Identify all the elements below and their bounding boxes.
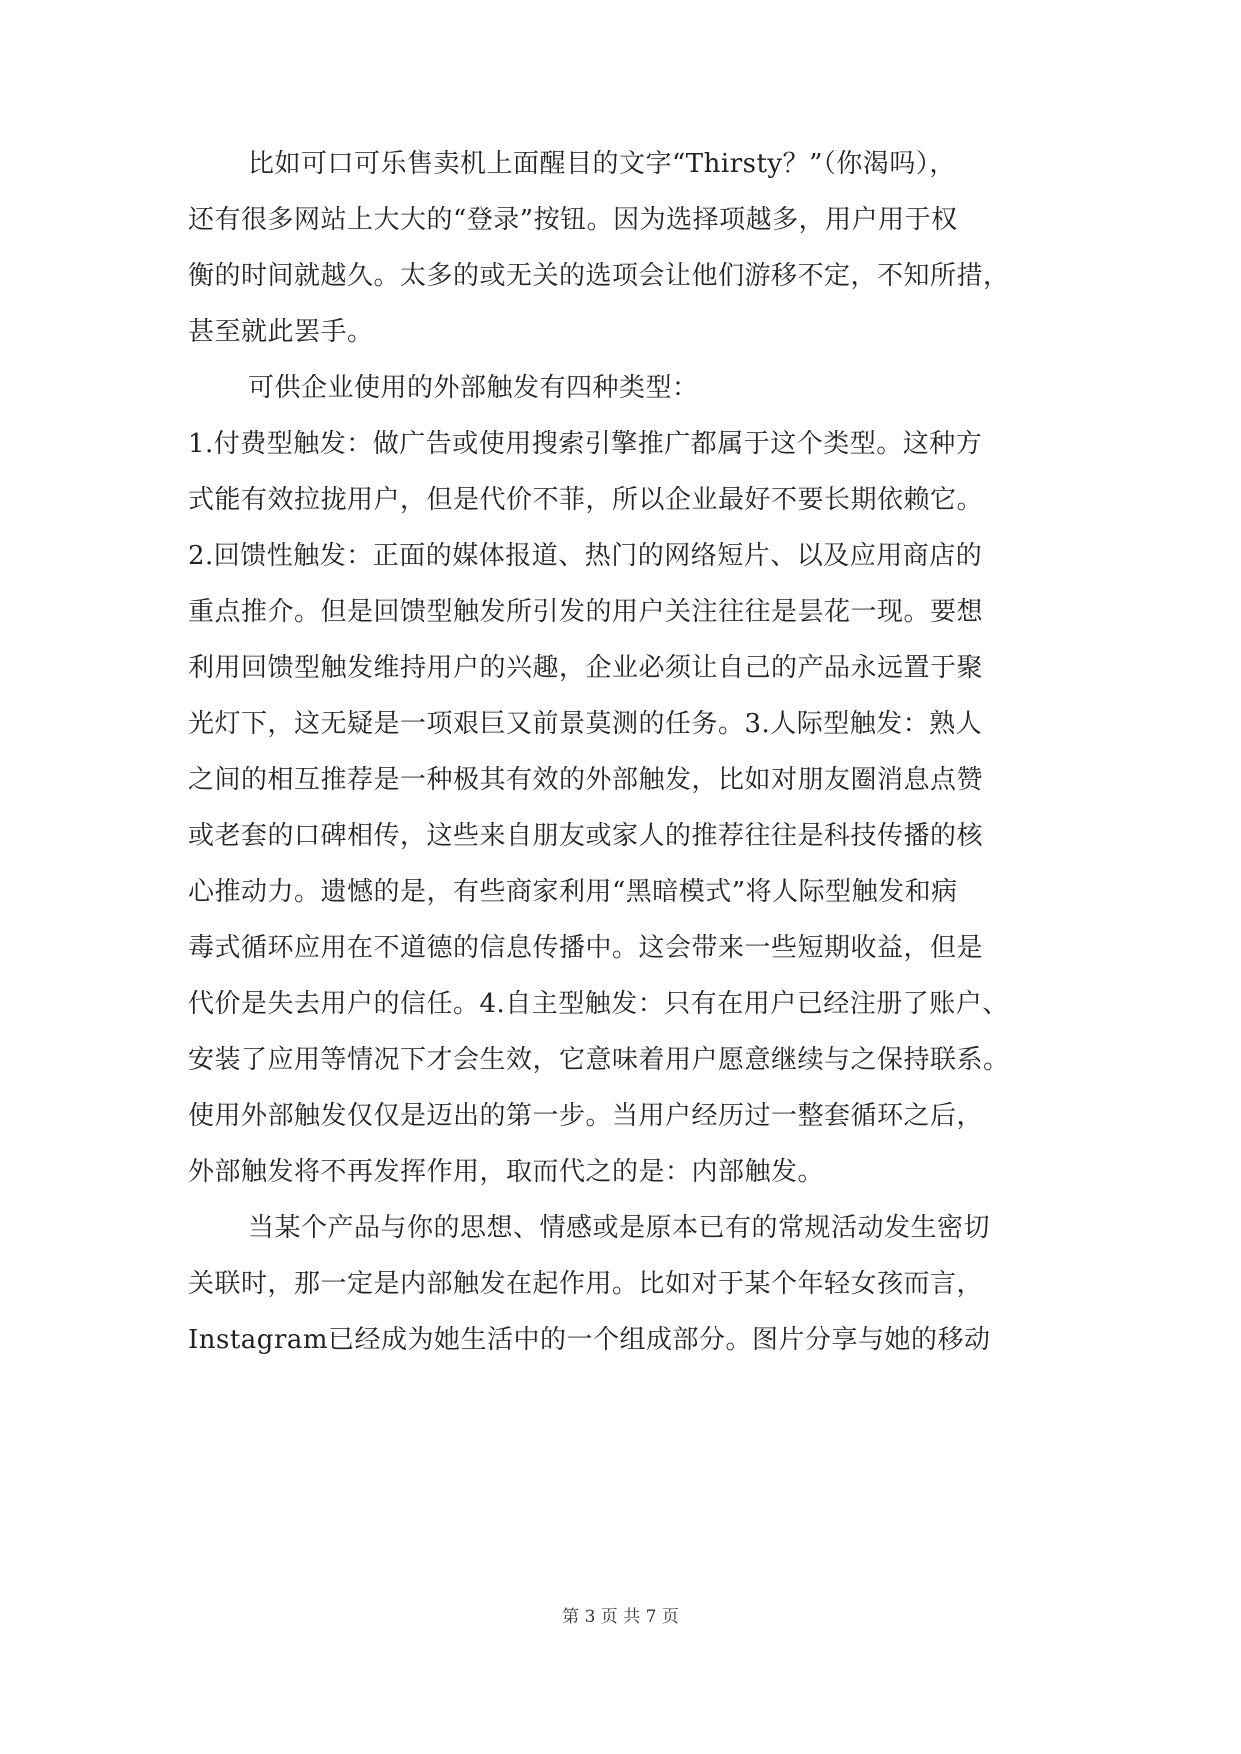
- footer-suffix: 页: [661, 1607, 679, 1627]
- text-line: 心推动力。遗憾的是，有些商家利用“黑暗模式”将人际型触发和病: [188, 877, 958, 907]
- footer-total-prefix: 共: [623, 1607, 641, 1627]
- text-line: 1.付费型触发：做广告或使用搜索引擎推广都属于这个类型。这种方: [188, 429, 983, 459]
- footer-total-pages: 7: [645, 1607, 657, 1627]
- text-line: 安装了应用等情况下才会生效，它意味着用户愿意继续与之保持联系。: [188, 1045, 1010, 1075]
- text-line: 可供企业使用的外部触发有四种类型：: [248, 373, 699, 403]
- text-line: 式能有效拉拢用户，但是代价不菲，所以企业最好不要长期依赖它。: [188, 485, 984, 515]
- text-line: 重点推介。但是回馈型触发所引发的用户关注往往是昙花一现。要想: [188, 597, 984, 627]
- text-line: 光灯下，这无疑是一项艰巨又前景莫测的任务。3.人际型触发：熟人: [188, 709, 983, 739]
- text-line: Instagram已经成为她生活中的一个组成部分。图片分享与她的移动: [188, 1325, 991, 1355]
- text-line: 2.回馈性触发：正面的媒体报道、热门的网络短片、以及应用商店的: [188, 541, 983, 571]
- footer-prefix: 第: [562, 1607, 580, 1627]
- page-footer: [0, 1604, 1241, 1630]
- text-line: 外部触发将不再发挥作用，取而代之的是：内部触发。: [188, 1157, 825, 1187]
- text-line: 当某个产品与你的思想、情感或是原本已有的常规活动发生密切: [248, 1213, 991, 1243]
- text-line: 甚至就此罢手。: [188, 317, 374, 347]
- footer-page-word: 页: [600, 1607, 618, 1627]
- text-line: 关联时，那一定是内部触发在起作用。比如对于某个年轻女孩而言，: [188, 1269, 984, 1299]
- text-line: 还有很多网站上大大的“登录”按钮。因为选择项越多，用户用于权: [188, 205, 958, 235]
- text-line: 代价是失去用户的信任。4.自主型触发：只有在用户已经注册了账户、: [188, 989, 1009, 1019]
- text-line: 之间的相互推荐是一种极其有效的外部触发，比如对朋友圈消息点赞: [188, 765, 984, 795]
- text-line: 或老套的口碑相传，这些来自朋友或家人的推荐往往是科技传播的核: [188, 821, 984, 851]
- footer-current-page: 3: [584, 1607, 596, 1627]
- text-line: 使用外部触发仅仅是迈出的第一步。当用户经历过一整套循环之后，: [188, 1101, 984, 1131]
- text-line: 比如可口可乐售卖机上面醒目的文字“Thirsty？”（你渴吗），: [248, 149, 956, 179]
- text-line: 衡的时间就越久。太多的或无关的选项会让他们游移不定，不知所措，: [188, 261, 1010, 291]
- text-line: 毒式循环应用在不道德的信息传播中。这会带来一些短期收益，但是: [188, 933, 984, 963]
- text-line: 利用回馈型触发维持用户的兴趣，企业必须让自己的产品永远置于聚: [188, 653, 984, 683]
